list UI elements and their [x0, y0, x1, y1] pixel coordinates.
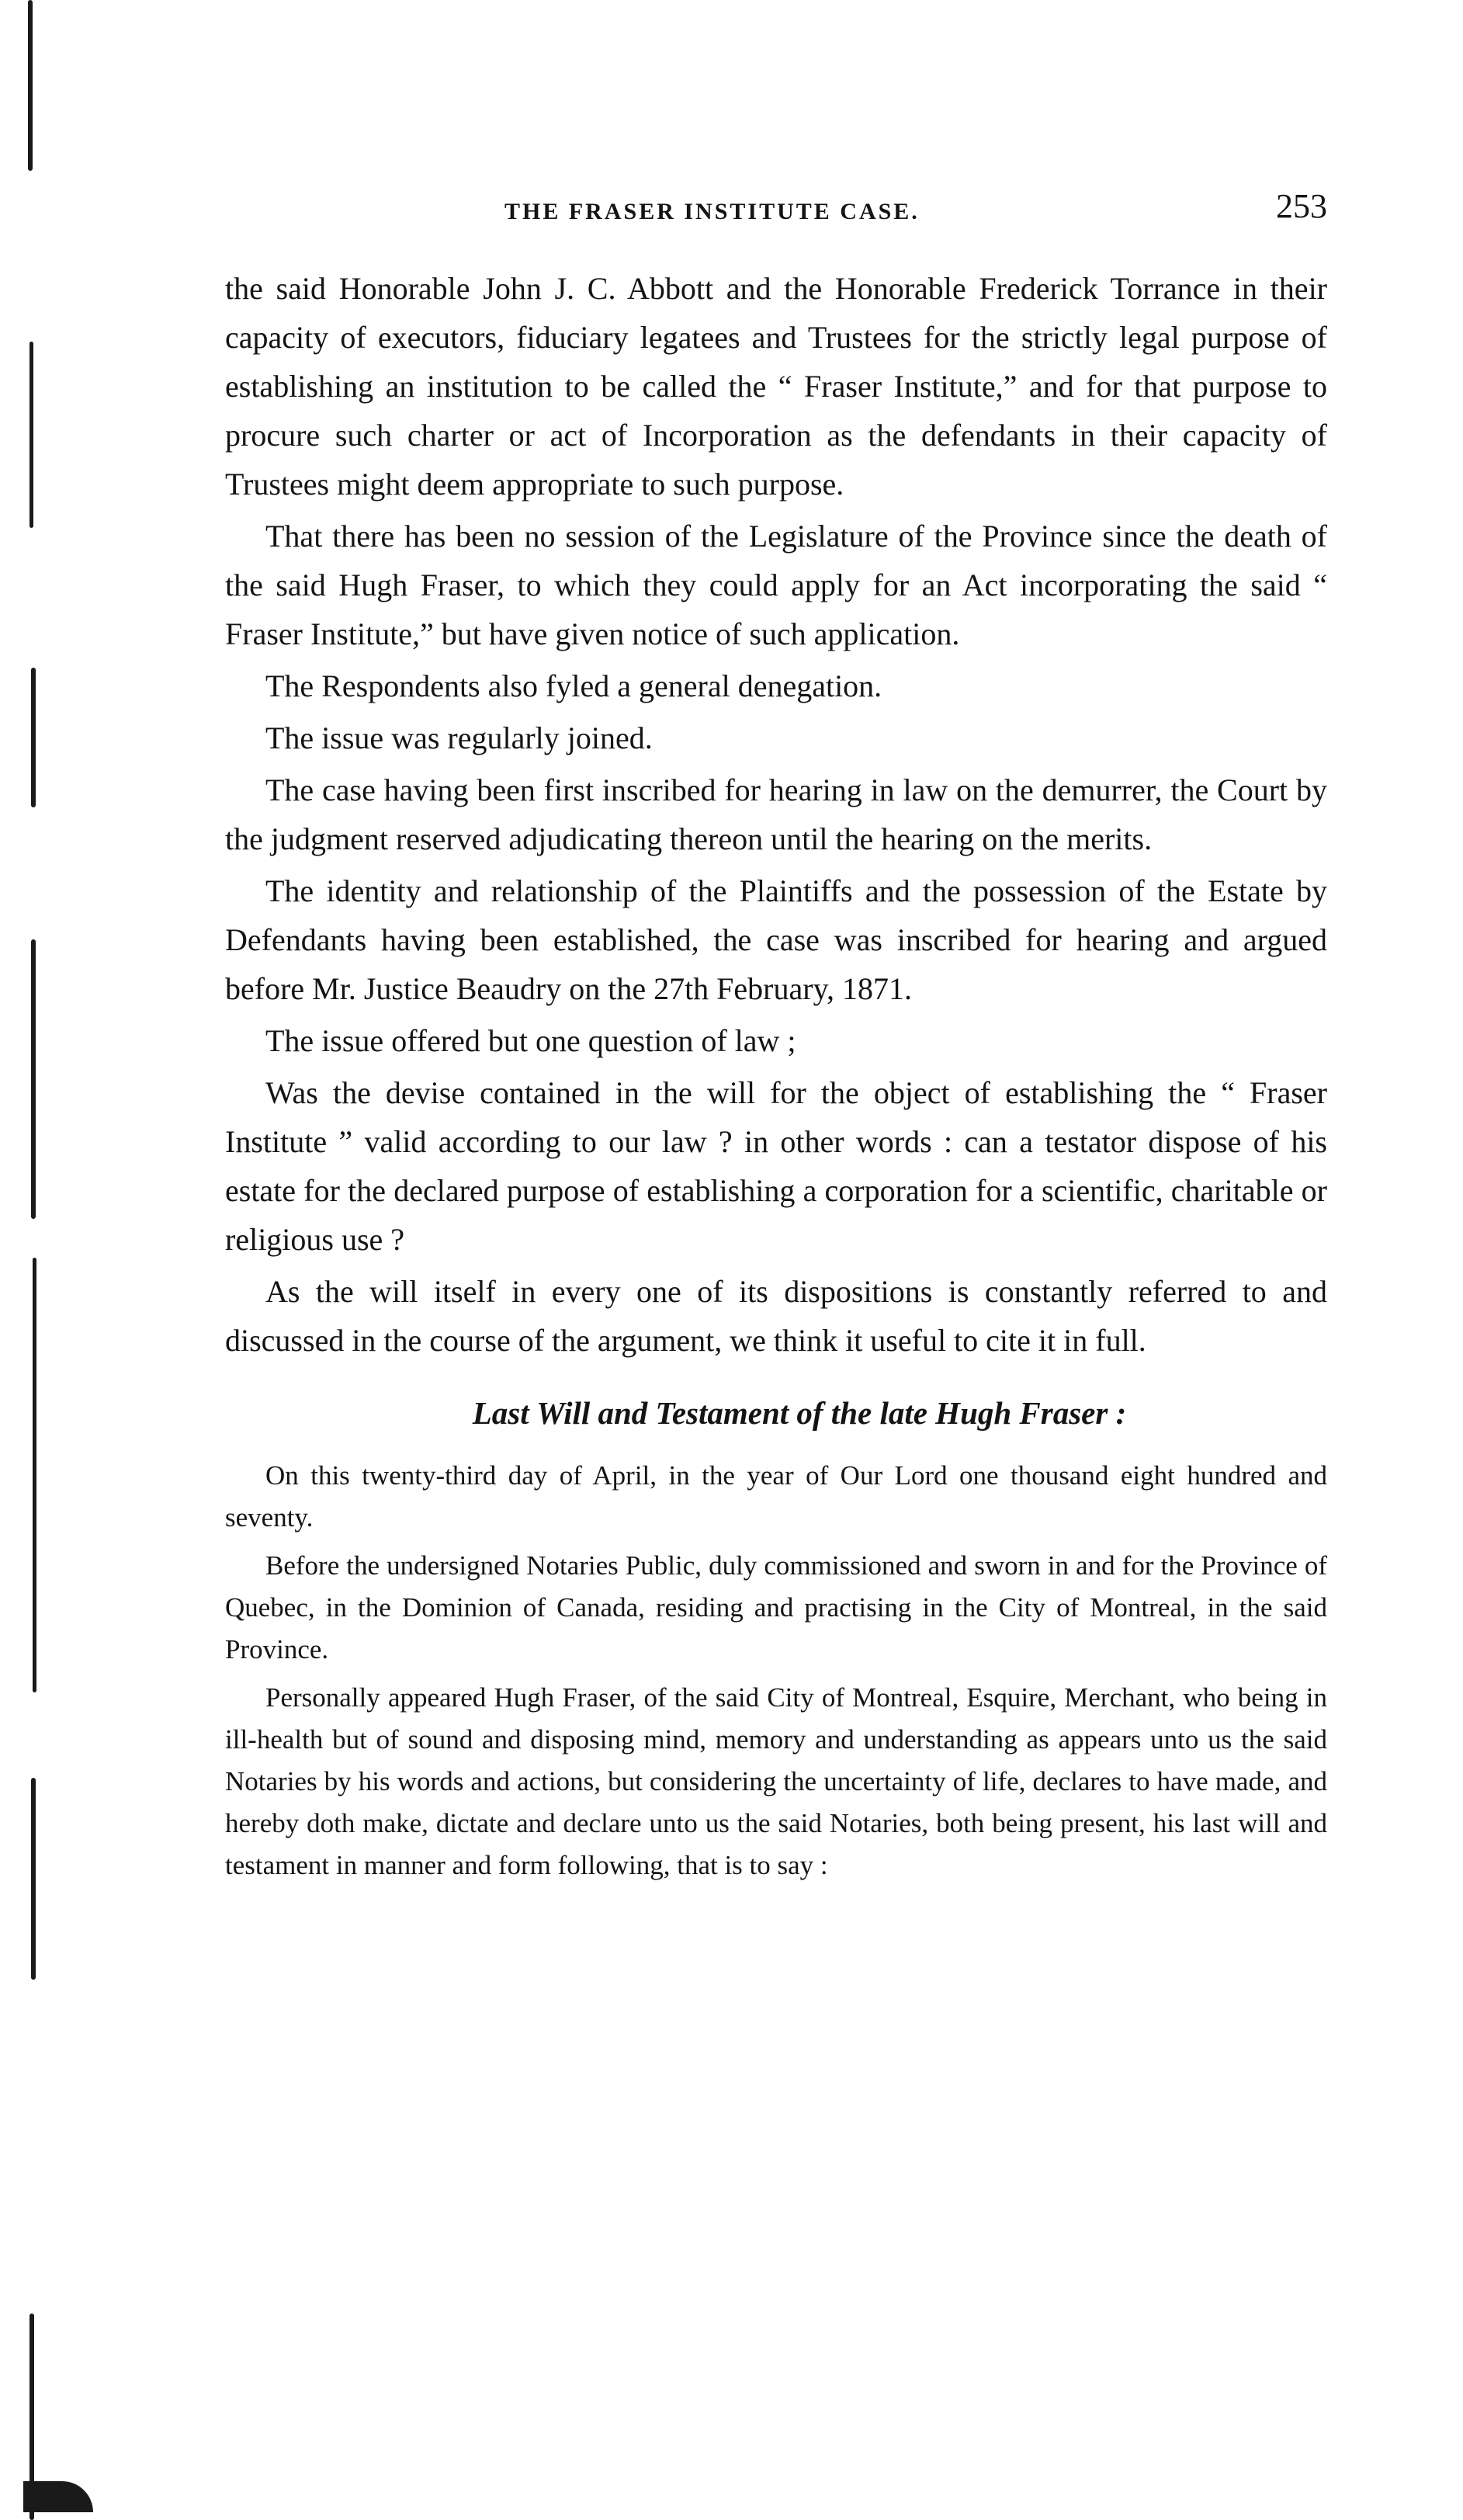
- paragraph: That there has been no session of the Legislature of the Province since the death of the said Hugh Fraser, to which they could apply for an Act incorporating the said “ Fraser Institute,” but have given notice of such application.: [225, 519, 1327, 651]
- binding-edge-mark: [33, 1258, 36, 1692]
- paragraph: Was the devise contained in the will for the object of establishing the “ Fraser Institute ” valid according to our law ? in other words : can a testator dispose of his estate for the declared purpose of establishing a corporation for a scientific, charitable or religious use ?: [225, 1075, 1327, 1257]
- paragraph: The issue offered but one question of law ;: [265, 1023, 796, 1058]
- binding-edge-mark: [29, 342, 33, 528]
- paragraph: As the will itself in every one of its dispositions is constantly referred to and discussed in the course of the argument, we think it useful to cite it in full.: [225, 1274, 1327, 1358]
- paragraph: The Respondents also fyled a general denegation.: [265, 668, 882, 703]
- binding-edge-mark: [23, 2481, 93, 2512]
- page-body: [225, 264, 1327, 1893]
- will-paragraph: Personally appeared Hugh Fraser, of the said City of Montreal, Esquire, Merchant, who being in ill-health but of sound and disposing mind, memory and understanding as appears unto us the said Notaries by his words and actions, but considering the uncertainty of life, declares to have made, and hereby doth make, dictate and declare unto us the said Notaries, both being present, his last will and testament in manner and form following, that is to say :: [225, 1682, 1327, 1880]
- page-number: 253: [1276, 187, 1327, 225]
- will-heading: Last Will and Testament of the late Hugh Fraser :: [472, 1395, 1127, 1431]
- page-header: [225, 186, 1327, 241]
- paragraph: The case having been first inscribed for hearing in law on the demurrer, the Court by the judgment reserved adjudicating thereon until the hearing on the merits.: [225, 772, 1327, 856]
- paragraph: the said Honorable John J. C. Abbott and the Honorable Frederick Torrance in their capacity of executors, fiduciary legatees and Trustees for the strictly legal purpose of establishing an institution to be called the “ Fraser Institute,” and for that purpose to procure such charter or act of Incorporation as the defendants in their capacity of Trustees might deem appropriate to such purpose.: [225, 271, 1327, 502]
- running-title: THE FRASER INSTITUTE CASE.: [504, 199, 920, 224]
- paragraph: The identity and relationship of the Plaintiffs and the possession of the Estate by Defendants having been established, the case was inscribed for hearing and argued before Mr. Justice Beaudry on the 27th February, 1871.: [225, 873, 1327, 1006]
- binding-edge-mark: [31, 939, 36, 1219]
- binding-edge-mark: [31, 1778, 36, 1980]
- will-paragraph: On this twenty-third day of April, in the year of Our Lord one thousand eight hundred and seventy.: [225, 1460, 1327, 1532]
- binding-edge-mark: [31, 668, 36, 807]
- will-paragraph: Before the undersigned Notaries Public, duly commissioned and sworn in and for the Province of Quebec, in the Dominion of Canada, residing and practising in the City of Montreal, in the said Province.: [225, 1550, 1327, 1664]
- binding-edge-mark: [28, 0, 33, 171]
- paragraph: The issue was regularly joined.: [265, 720, 653, 755]
